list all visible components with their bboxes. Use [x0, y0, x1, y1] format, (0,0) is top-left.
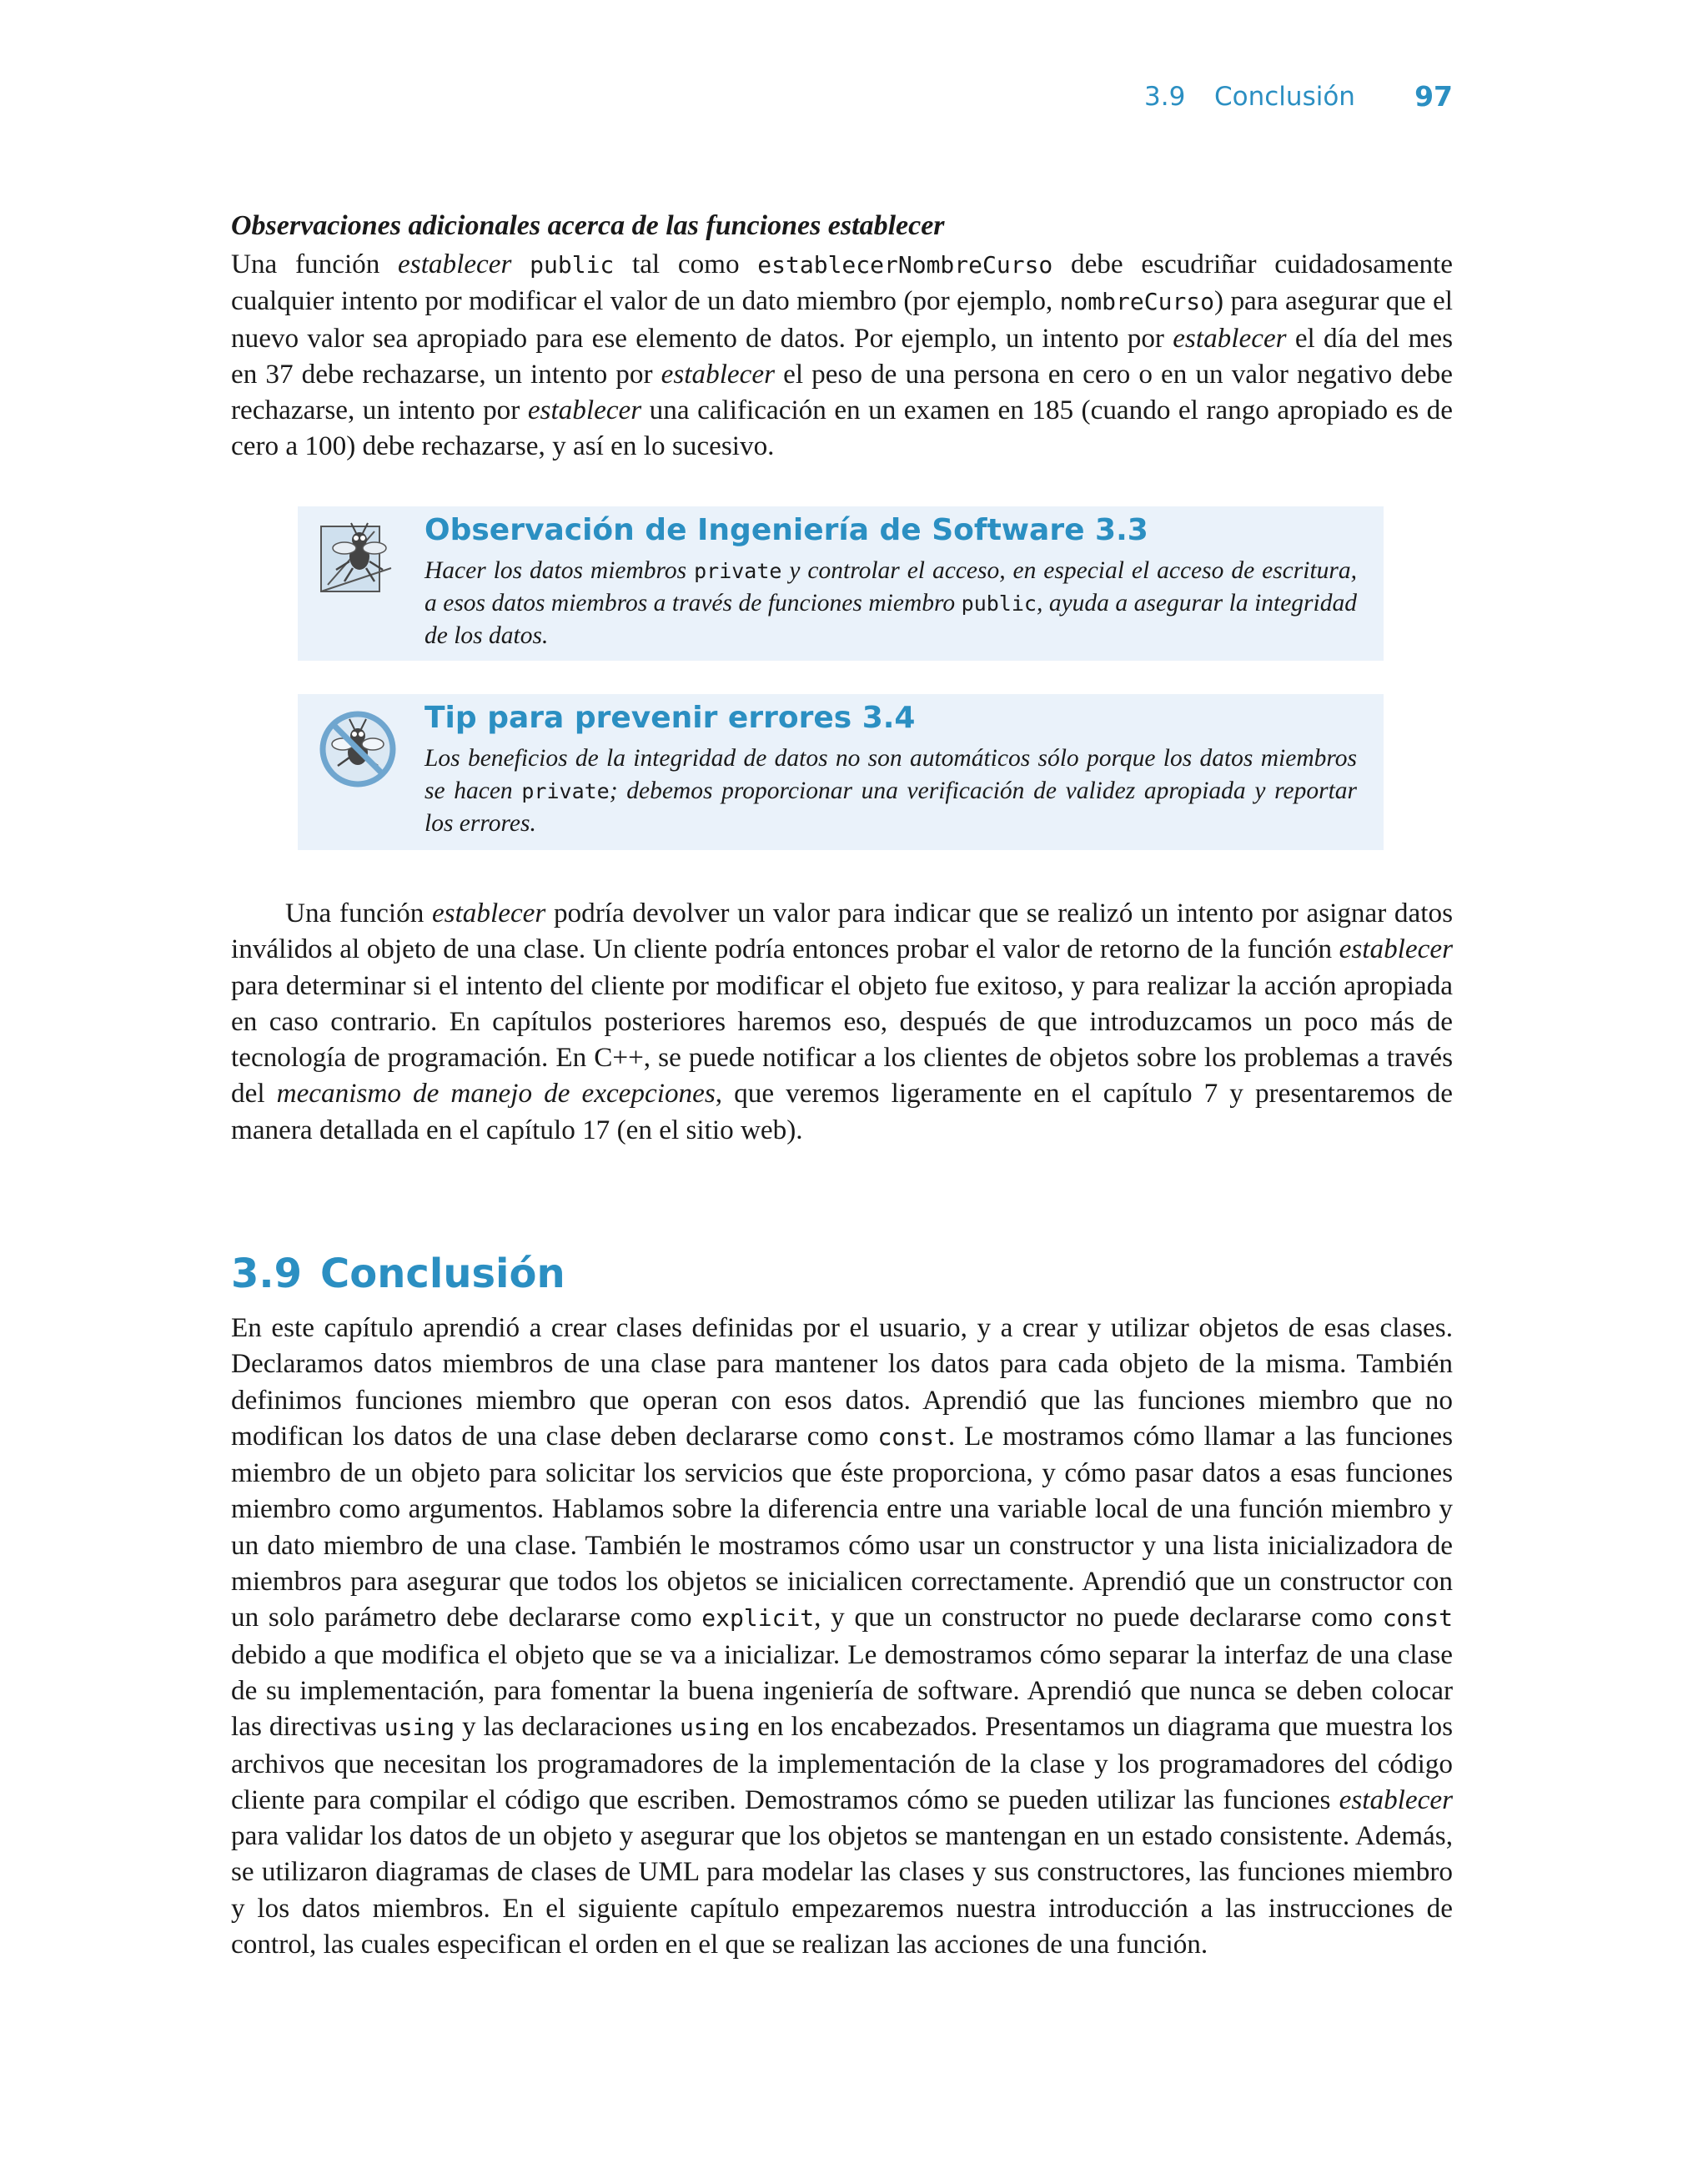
error-prevention-bug-icon: [316, 706, 399, 789]
callout-2-text: Los beneficios de la integridad de datos no son automáticos sólo porque los datos miembros se hacen private; debemos proporcionar una verificación de validez apropiada y reportar los errores.: [424, 745, 1358, 837]
paragraph-1: [231, 246, 1453, 465]
paragraph-2: [231, 895, 1453, 1148]
paragraph-1-text: Una función establecer public tal como establecerNombreCurso debe escudriñar cuidadosamente cualquier intento por modificar el valor de un dato miembro (por ejemplo, nombreCurso) para asegurar que el nuevo valor sea apropiado para ese elemento de datos. Por ejemplo, un intento por establecer el día del mes en 37 debe rechazarse, un intento por establecer el peso de una persona en cero o en un valor negativo debe rechazarse, un intento por establecer una calificación en un examen en 185 (cuando el rango apropiado es de cero a 100) debe rechazarse, y así en lo sucesivo.: [231, 249, 1454, 462]
subsection-heading: Observaciones adicionales acerca de las funciones establecer: [231, 210, 945, 241]
section-heading: [231, 1251, 565, 1297]
section-title: Conclusión: [320, 1251, 565, 1297]
error-prevention-tip-box: [298, 694, 1384, 850]
callout-1-text: Hacer los datos miembros private y controlar el acceso, en especial el acceso de escritura, a esos datos miembros a través de funciones miembro public, ayuda a asegurar la integridad de los datos.: [424, 557, 1357, 649]
callout-2-title: Tip para prevenir errores 3.4: [424, 701, 916, 735]
running-head-section-number: 3.9: [1144, 82, 1186, 112]
section-number: 3.9: [231, 1251, 303, 1297]
software-engineering-observation-box: [298, 506, 1384, 661]
paragraph-3: [231, 1310, 1453, 1962]
paragraph-2-text: Una función establecer podría devolver un valor para indicar que se realizó un intento por asignar datos inválidos al objeto de una clase. Un cliente podría entonces probar el valor de retorno de la función establecer para determinar si el intento del cliente por modificar el objeto fue exitoso, y para realizar la acción apropiada en caso contrario. En capítulos posteriores haremos eso, después de que introduzcamos un poco más de tecnología de programación. En C++, se puede notificar a los clientes de objetos sobre los problemas a través del mecanismo de manejo de excepciones, que veremos ligeramente en el capítulo 7 y presentaremos de manera detallada en el capítulo 17 (en el sitio web).: [231, 898, 1453, 1145]
paragraph-3-text: En este capítulo aprendió a crear clases definidas por el usuario, y a crear y utilizar objetos de esas clases. Declaramos datos miembros de una clase para mantener los datos para cada objeto de la misma. También definimos funciones miembro que operan con esos datos. Aprendió que las funciones miembro que no modifican los datos de una clase deben declararse como const. Le mostramos cómo llamar a las funciones miembro de un objeto para solicitar los servicios que éste proporciona, y cómo pasar datos a esas funciones miembro como argumentos. Hablamos sobre la diferencia entre una variable local de una función miembro y un dato miembro de una clase. También le mostramos cómo usar un constructor y una lista inicializadora de miembros para asegurar que todos los objetos se inicialicen correctamente. Aprendió que un constructor con un solo parámetro debe declararse como explicit, y que un constructor no puede declararse como const debido a que modifica el objeto que se va a inicializar. Le demostramos cómo separar la interfaz de una clase de su implementación, para fomentar la buena ingeniería de software. Aprendió que nunca se deben colocar las directivas using y las declaraciones using en los encabezados. Presentamos un diagrama que muestra los archivos que necesitan los programadores de la implementación de la clase y los programadores del código cliente para compilar el código que escriben. Demostramos cómo se pueden utilizar las funciones establecer para validar los datos de un objeto y asegurar que los objetos se mantengan en un estado consistente. Además, se utilizaron diagramas de clases de UML para modelar las clases y sus constructores, las funciones miembro y los datos miembros. En el siguiente capítulo empezaremos nuestra introducción a las instrucciones de control, las cuales especifican el orden en el que se realizan las acciones de una función.: [231, 1312, 1453, 1960]
callout-1-title: Observación de Ingeniería de Software 3.3: [424, 513, 1148, 547]
page-number: 97: [1414, 80, 1453, 113]
running-head-section-title: Conclusión: [1214, 82, 1355, 112]
software-engineering-bug-icon: [316, 518, 399, 601]
